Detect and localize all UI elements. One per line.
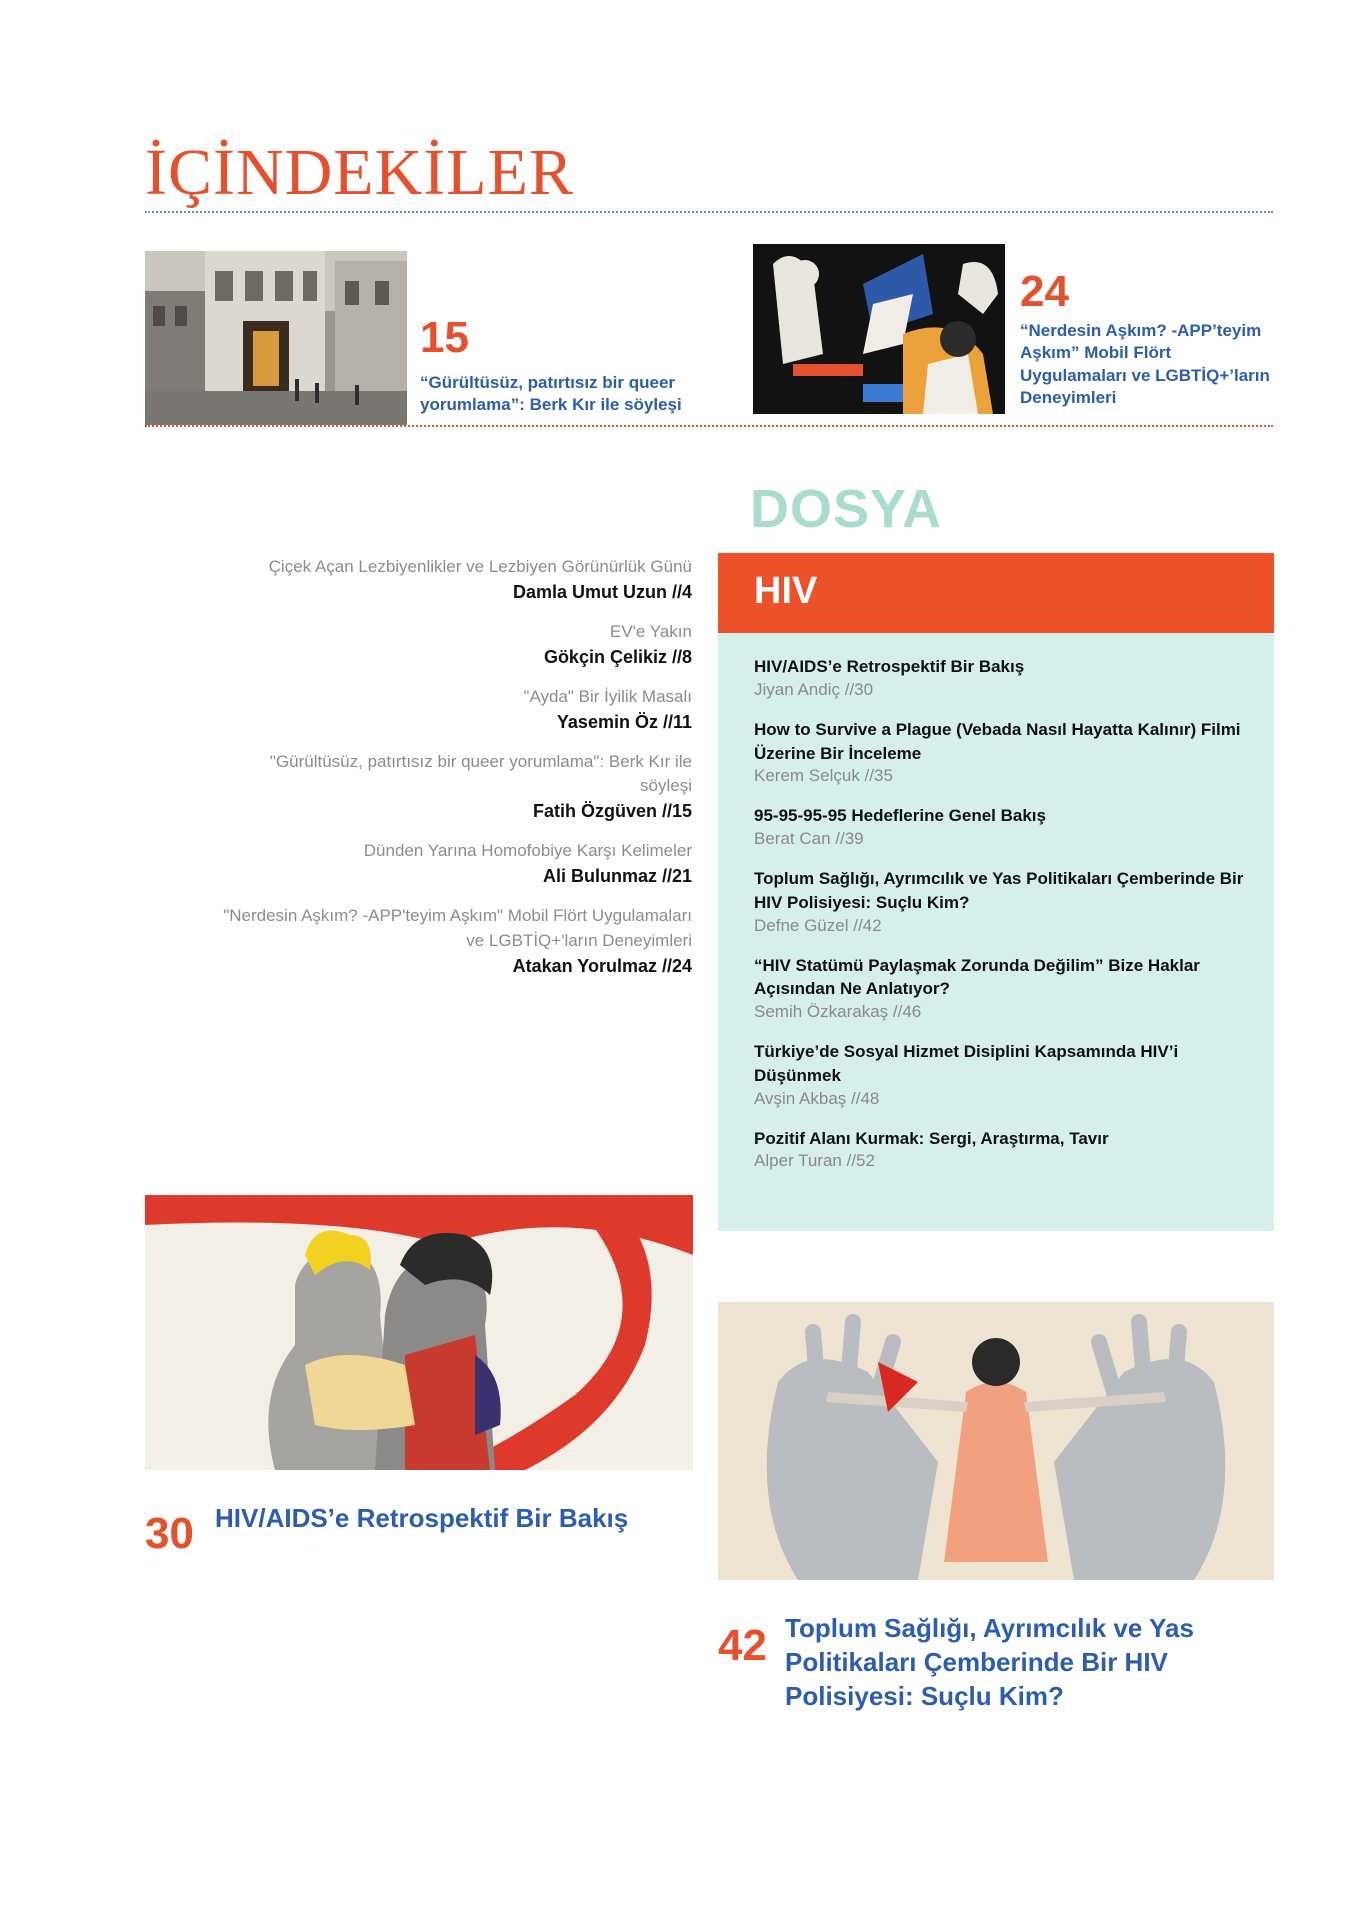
feature-left-page-number: 15	[420, 313, 469, 362]
list-item[interactable]	[754, 655, 1244, 702]
bottom-left-title[interactable]: HIV/AIDS’e Retrospektif Bir Bakış	[215, 1503, 629, 1533]
list-item[interactable]	[220, 620, 692, 669]
feature-divider	[145, 425, 1273, 427]
article-author: Alper Turan //52	[754, 1151, 875, 1171]
illustration-embracing-figures	[145, 1195, 693, 1470]
illustration-hands-figure	[718, 1302, 1274, 1580]
feature-right-title[interactable]: “Nerdesin Aşkım? -APP’teyim Aşkım” Mobil Flört Uygulamaları ve LGBTİQ+’ların Deneyimleri	[1020, 321, 1270, 408]
list-item[interactable]	[754, 867, 1244, 938]
article-author: Berat Can //39	[754, 829, 864, 849]
article-title: How to Survive a Plague (Vebada Nasıl Hayatta Kalınır) Filmi Üzerine Bir İnceleme	[754, 719, 1241, 763]
article-title: Türkiye’de Sosyal Hizmet Disiplini Kapsamında HIV’i Düşünmek	[754, 1042, 1179, 1085]
article-author: Kerem Selçuk //35	[754, 766, 893, 786]
article-author: Ali Bulunmaz //21	[542, 866, 692, 887]
feature-photo-street	[145, 251, 407, 425]
article-title: Dünden Yarına Homofobiye Karşı Kelimeler	[363, 841, 692, 861]
feature-illustration-dating	[753, 244, 1005, 414]
feature-left-title[interactable]: “Gürültüsüz, patırtısız bir queer yorumlama”: Berk Kır ile söyleşi	[420, 373, 682, 415]
list-item[interactable]	[754, 1040, 1244, 1111]
article-author: Atakan Yorulmaz //24	[512, 955, 692, 976]
feature-right-page-number: 24	[1020, 267, 1069, 316]
article-author: Yasemin Öz //11	[556, 711, 692, 732]
article-title: "Gürültüsüz, patırtısız bir queer yorumlama": Berk Kır ile söyleşi	[269, 751, 692, 796]
article-author: Jiyan Andiç //30	[754, 679, 874, 699]
article-title: "Ayda" Bir İyilik Masalı	[523, 686, 692, 706]
title-divider	[145, 211, 1273, 213]
article-title: EV'e Yakın	[609, 621, 692, 641]
article-author: Fatih Özgüven //15	[532, 801, 692, 822]
bottom-right-title[interactable]: Toplum Sağlığı, Ayrımcılık ve Yas Politikaları Çemberinde Bir HIV Polisiyesi: Suçlu Kim?	[785, 1613, 1194, 1711]
list-item[interactable]	[754, 804, 1244, 851]
article-title: Çiçek Açan Lezbiyenlikler ve Lezbiyen Görünürlük Günü	[268, 557, 692, 576]
list-item[interactable]	[220, 904, 692, 978]
article-author: Defne Güzel //42	[754, 915, 882, 935]
article-title: 95-95-95-95 Hedeflerine Genel Bakış	[754, 806, 1046, 826]
list-item[interactable]	[220, 750, 692, 824]
list-item[interactable]	[754, 1127, 1244, 1174]
hiv-section-header: HIV	[718, 553, 1274, 633]
article-title: “HIV Statümü Paylaşmak Zorunda Değilim” Bize Haklar Açısından Ne Anlatıyor?	[754, 955, 1200, 999]
dosya-label: DOSYA	[750, 479, 943, 539]
bottom-left-page-number: 30	[145, 1509, 194, 1558]
page-title: İÇİNDEKİLER	[145, 136, 574, 209]
article-author: Gökçin Çelikiz //8	[543, 646, 692, 667]
article-author: Damla Umut Uzun //4	[512, 581, 692, 602]
article-title: Toplum Sağlığı, Ayrımcılık ve Yas Politikaları Çemberinde Bir HIV Polisiyesi: Suçlu Kim?	[754, 869, 1244, 912]
list-item[interactable]	[220, 839, 692, 888]
list-item[interactable]	[220, 685, 692, 734]
bottom-right-page-number: 42	[718, 1621, 767, 1670]
list-item[interactable]	[754, 718, 1244, 789]
article-title: "Nerdesin Aşkım? -APP'teyim Aşkım" Mobil Flört Uygulamaları ve LGBTİQ+'ların Deneyimleri	[223, 906, 692, 950]
article-title: Pozitif Alanı Kurmak: Sergi, Araştırma, Tavır	[754, 1128, 1109, 1148]
article-author: Avşin Akbaş //48	[754, 1088, 880, 1108]
list-item[interactable]	[220, 555, 692, 604]
article-title: HIV/AIDS’e Retrospektif Bir Bakış	[754, 657, 1025, 676]
article-author: Semih Özkarakaş //46	[754, 1002, 922, 1022]
list-item[interactable]	[754, 954, 1244, 1025]
hiv-article-list	[718, 633, 1274, 1231]
contents-list	[220, 555, 692, 994]
